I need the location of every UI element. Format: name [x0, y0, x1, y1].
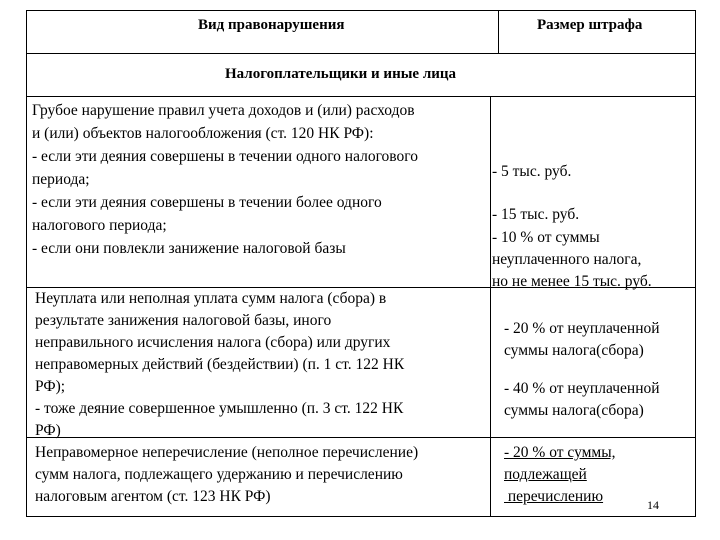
- row1-violation-line: периода;: [32, 171, 90, 188]
- header-fine-amount: Размер штрафа: [537, 17, 643, 33]
- row1-fine-line: неуплаченного налога,: [492, 251, 642, 268]
- row2-violation-line: РФ): [35, 422, 61, 439]
- row3-fine-line: - 20 % от суммы,: [504, 444, 616, 461]
- table-border-bottom: [26, 516, 696, 517]
- row3-fine-line: подлежащей: [504, 466, 587, 483]
- row2-violation-line: неправильного исчисления налога (сбора) или других: [35, 334, 391, 351]
- row1-violation-line: - если они повлекли занижение налоговой базы: [32, 240, 346, 257]
- row2-violation-line: РФ);: [35, 378, 66, 395]
- page-number: 14: [647, 498, 659, 512]
- row2-fine-line: суммы налога(сбора): [504, 342, 644, 359]
- row3-violation-line: налоговым агентом (ст. 123 НК РФ): [35, 488, 271, 505]
- section-title: Налогоплательщики и иные лица: [225, 66, 457, 82]
- row2-fine-line: - 20 % от неуплаченной: [504, 320, 660, 337]
- row2-violation-line: - тоже деяние совершенное умышленно (п. 3 ст. 122 НК: [35, 400, 404, 417]
- row3-violation-line: сумм налога, подлежащего удержанию и перечислению: [35, 466, 403, 483]
- row1-fine-line: - 15 тыс. руб.: [492, 206, 580, 223]
- column-divider-body: [490, 96, 491, 517]
- row1-fine-line: - 10 % от суммы: [492, 229, 600, 246]
- row1-fine-line: - 5 тыс. руб.: [492, 163, 572, 180]
- row1-fine-line: но не менее 15 тыс. руб.: [492, 273, 652, 290]
- column-divider-header: [498, 10, 499, 54]
- row3-violation-line: Неправомерное неперечисление (неполное перечисление): [35, 444, 419, 461]
- row2-divider: [26, 437, 696, 438]
- row1-violation-line: и (или) объектов налогообложения (ст. 120 НК РФ):: [32, 125, 374, 142]
- table-border-top: [26, 10, 696, 11]
- table-border-right: [695, 10, 696, 517]
- header-divider: [26, 53, 696, 54]
- section-divider: [26, 96, 696, 97]
- row2-violation-line: Неуплата или неполная уплата сумм налога (сбора) в: [35, 290, 387, 307]
- row2-violation-line: неправомерных действий (бездействии) (п. 1 ст. 122 НК: [35, 356, 405, 373]
- row1-violation-line: - если эти деяния совершены в течении одного налогового: [32, 148, 418, 165]
- row1-violation-line: - если эти деяния совершены в течении более одного: [32, 194, 382, 211]
- row2-fine-line: суммы налога(сбора): [504, 402, 644, 419]
- row1-violation-line: налогового периода;: [32, 217, 167, 234]
- header-violation-type: Вид правонарушения: [198, 17, 345, 33]
- row2-violation-line: результате занижения налоговой базы, иного: [35, 312, 332, 329]
- row3-fine-line: перечислению: [504, 488, 604, 505]
- table-border-left: [26, 10, 27, 517]
- row2-fine-line: - 40 % от неуплаченной: [504, 380, 660, 397]
- row1-violation-line: Грубое нарушение правил учета доходов и (или) расходов: [32, 102, 415, 119]
